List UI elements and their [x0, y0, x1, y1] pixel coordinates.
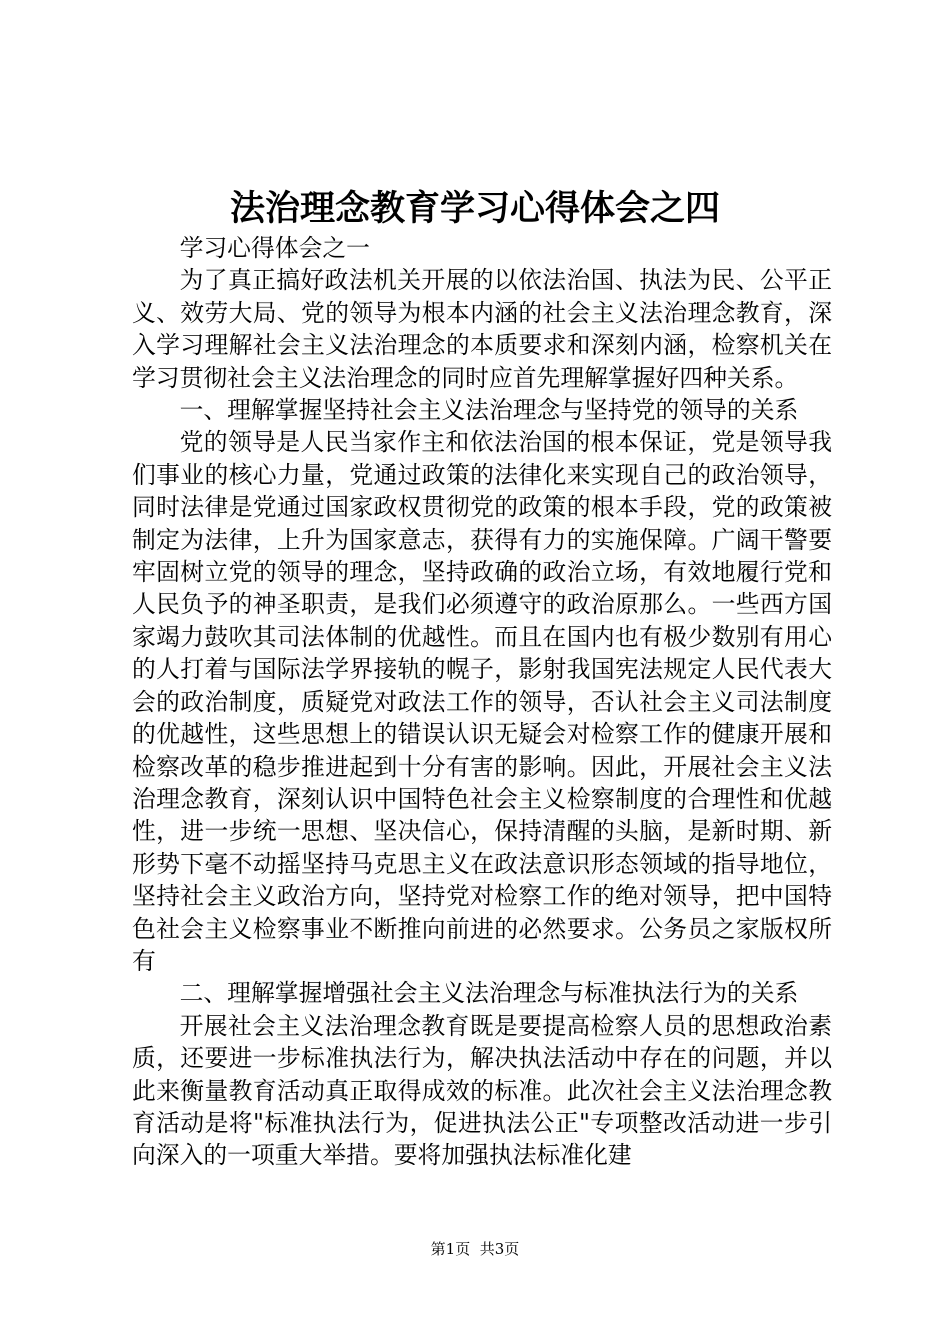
paragraph-subheading: 学习心得体会之一: [179, 234, 370, 262]
paragraph-intro: 为了真正搞好政法机关开展的以依法治国、执法为民、公平正义、效劳大局、党的领导为根本内涵的社会主义法治理念教育，深入学习理解社会主义法治理念的本质要求和深刻内涵，检察机关在学习贯彻社会主义法治理念的同时应首先理解掌握好四种关系。: [132, 266, 832, 392]
page-number: 第1页: [430, 1240, 471, 1258]
section-heading-2: 二、理解掌握增强社会主义法治理念与标准执法行为的关系: [179, 979, 799, 1008]
page-total: 共3页: [479, 1240, 520, 1258]
document-body: [132, 232, 832, 1172]
document-title: 法治理念教育学习心得体会之四: [229, 188, 720, 229]
paragraph-section-1: 党的领导是人民当家作主和依法治国的根本保证，党是领导我们事业的核心力量，党通过政策的法律化来实现自己的政治领导，同时法律是党通过国家政权贯彻党的政策的根本手段，党的政策被制定为法律，上升为国家意志，获得有力的实施保障。广阔干警要牢固树立党的领导的理念，坚持政确的政治立场，有效地履行党和人民负予的神圣职责，是我们必须遵守的政治原那么。一些西方国家竭力鼓吹其司法体制的优越性。而且在国内也有极少数别有用心的人打着与国际法学界接轨的幌子，影射我国宪法规定人民代表大会的政治制度，质疑党对政法工作的领导，否认社会主义司法制度的优越性，这些思想上的错误认识无疑会对检察工作的健康开展和检察改革的稳步推进起到十分有害的影响。因此，开展社会主义法治理念教育，深刻认识中国特色社会主义检察制度的合理性和优越性，进一步统一思想、坚决信心，保持清醒的头脑，是新时期、新形势下毫不动摇坚持马克思主义在政法意识形态领域的指导地位，坚持社会主义政治方向，坚持党对检察工作的绝对领导，把中国特色社会主义检察事业不断推向前进的必然要求。公务员之家版权所有: [132, 428, 832, 975]
page-footer: [0, 1238, 950, 1260]
paragraph-section-2: 开展社会主义法治理念教育既是要提高检察人员的思想政治素质，还要进一步标准执法行为，解决执法活动中存在的问题，并以此来衡量教育活动真正取得成效的标准。此次社会主义法治理念教育活动是将"标准执法行为，促进执法公正"专项整改活动进一步引向深入的一项重大举措。要将加强执法标准化建: [132, 1011, 832, 1170]
section-heading-1: 一、理解掌握坚持社会主义法治理念与坚持党的领导的关系: [179, 396, 799, 425]
